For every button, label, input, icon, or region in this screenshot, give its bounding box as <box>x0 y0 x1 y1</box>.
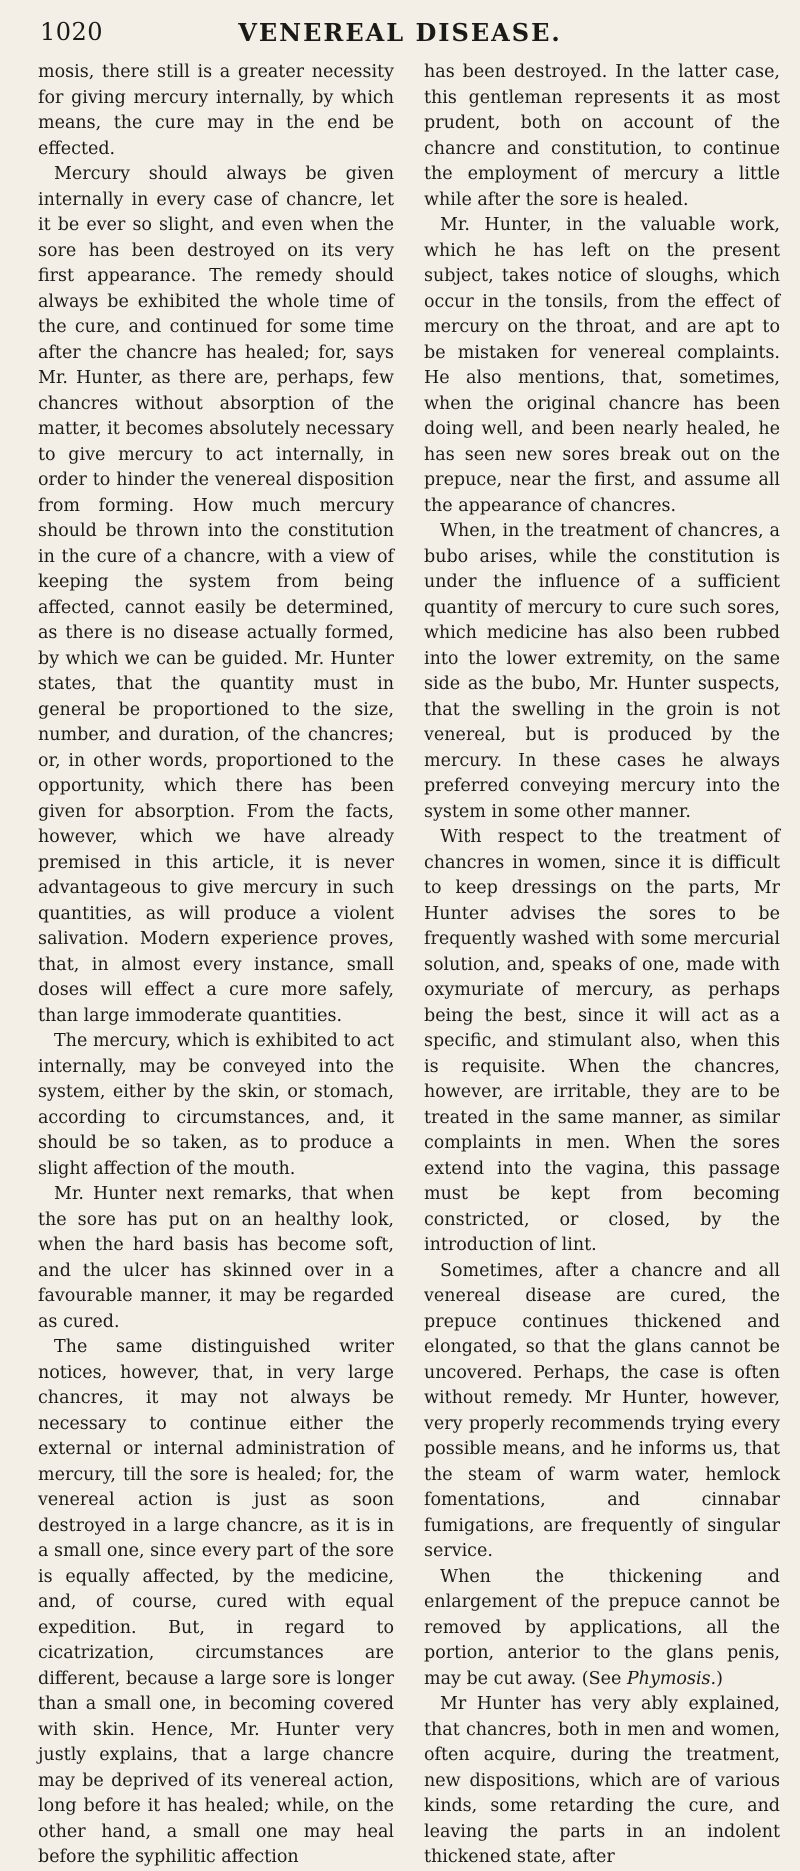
paragraph: When, in the treatment of chancres, a bubo arises, while the constitution is under the influence of a sufficient quantity of mercury to cure such sores, which medicine has also been rubbed into the lower extremity, on the same side as the bubo, Mr. Hunter suspects, that the swelling in the groin is not venereal, but is produced by the mercury. In these cases he always preferred conveying mercury into the system in some other manner. <box>424 521 780 822</box>
cross-reference: Phymosis. <box>626 1668 717 1689</box>
paragraph-text: When the thickening and enlargement of the prepuce cannot be removed by applications, all the portion, anterior to the glans penis, may be cut away. (See <box>424 1566 780 1689</box>
paragraph: mosis, there still is a greater necessity for giving mercury internally, by which means, the cure may in the end be effected. <box>38 62 394 159</box>
paragraph: Sometimes, after a chancre and all venereal disease are cured, the prepuce continues thickened and elongated, so that the glans cannot be uncovered. Perhaps, the case is often without remedy. Mr Hunter, however, very properly recommends trying every possible means, and he informs us, that the steam of warm water, hemlock fomentations, and cinnabar fumigations, are frequently of singular service. <box>424 1260 780 1561</box>
page-header <box>40 10 760 50</box>
paragraph: The same distinguished writer notices, however, that, in very large chancres, it may not always be necessary to continue either the external or internal administration of mercury, till the sore is healed; for, the venereal action is just as soon destroyed in a large chancre, as it is in a small one, since every part of the sore is equally affected, by the medicine, and, of course, cured with equal expedition. But, in regard to cicatrization, circumstances are different, because a large sore is longer than a small one, in becoming covered with skin. Hence, Mr. Hunter very justly explains, that a large chancre may be deprived of its venereal action, long before it has healed; while, on the other hand, a small one may heal before the syphilitic affection <box>38 1337 394 1867</box>
paragraph: Mr Hunter has very ably explained, that chancres, both in men and women, often acquire, during the treatment, new dispositions, which are of various kinds, some retarding the cure, and leaving the parts in an indolent thickened state, after <box>424 1694 780 1867</box>
left-column <box>38 60 394 1871</box>
paragraph <box>424 1565 780 1693</box>
paragraph: has been destroyed. In the latter case, this gentleman represents it as most prudent, both on account of the chancre and constitution, to continue the employment of mercury a little while after the sore is healed. <box>424 62 780 210</box>
paragraph: The mercury, which is exhibited to act internally, may be conveyed into the system, either by the skin, or stomach, according to circumstances, and, it should be so taken, as to produce a slight affection of the mouth. <box>38 1031 394 1179</box>
paragraph: Mr. Hunter, in the valuable work, which he has left on the present subject, takes notice of sloughs, which occur in the tonsils, from the effect of mercury on the throat, and are apt to be mistaken for venereal complaints. He also mentions, that, sometimes, when the original chancre has been doing well, and been nearly healed, he has seen new sores break out on the prepuce, near the first, and assume all the appearance of chancres. <box>424 215 780 516</box>
page-number: 1020 <box>40 18 104 46</box>
running-head: VENEREAL DISEASE. <box>238 18 562 47</box>
text-columns <box>38 60 780 1871</box>
closing-paren: ) <box>716 1668 723 1689</box>
paragraph: Mr. Hunter next remarks, that when the sore has put on an healthy look, when the hard basis has become soft, and the ulcer has skinned over in a favourable manner, it may be regarded as cured. <box>38 1184 394 1332</box>
paragraph: Mercury should always be given internally in every case of chancre, let it be ever so slight, and even when the sore has been destroyed on its very first appearance. The remedy should always be exhibited the whole time of the cure, and continued for some time after the chancre has healed; for, says Mr. Hunter, as there are, perhaps, few chancres without absorption of the matter, it becomes absolutely necessary to give mercury to act internally, in order to hinder the venereal disposition from forming. How much mercury should be thrown into the constitution in the cure of a chancre, with a view of keeping the system from being affected, cannot easily be determined, as there is no disease actually formed, by which we can be guided. Mr. Hunter states, that the quantity must in general be proportioned to the size, number, and duration, of the chancres; or, in other words, proportioned to the opportunity, which there has been given for absorption. From the facts, however, which we have already premised in this article, it is never advantageous to give mercury in such quantities, as will produce a violent salivation. Modern experience proves, that, in almost every instance, small doses will effect a cure more safely, than large immoderate quantities. <box>38 164 394 1026</box>
right-column <box>424 60 780 1871</box>
paragraph: With respect to the treatment of chancres in women, since it is difficult to keep dressings on the parts, Mr Hunter advises the sores to be frequently washed with some mercurial solution, and, speaks of one, made with oxymuriate of mercury, as perhaps being the best, since it will act as a specific, and stimulant also, when this is requisite. When the chancres, however, are irritable, they are to be treated in the same manner, as similar complaints in men. When the sores extend into the vagina, this passage must be kept from becoming constricted, or closed, by the introduction of lint. <box>424 827 780 1255</box>
